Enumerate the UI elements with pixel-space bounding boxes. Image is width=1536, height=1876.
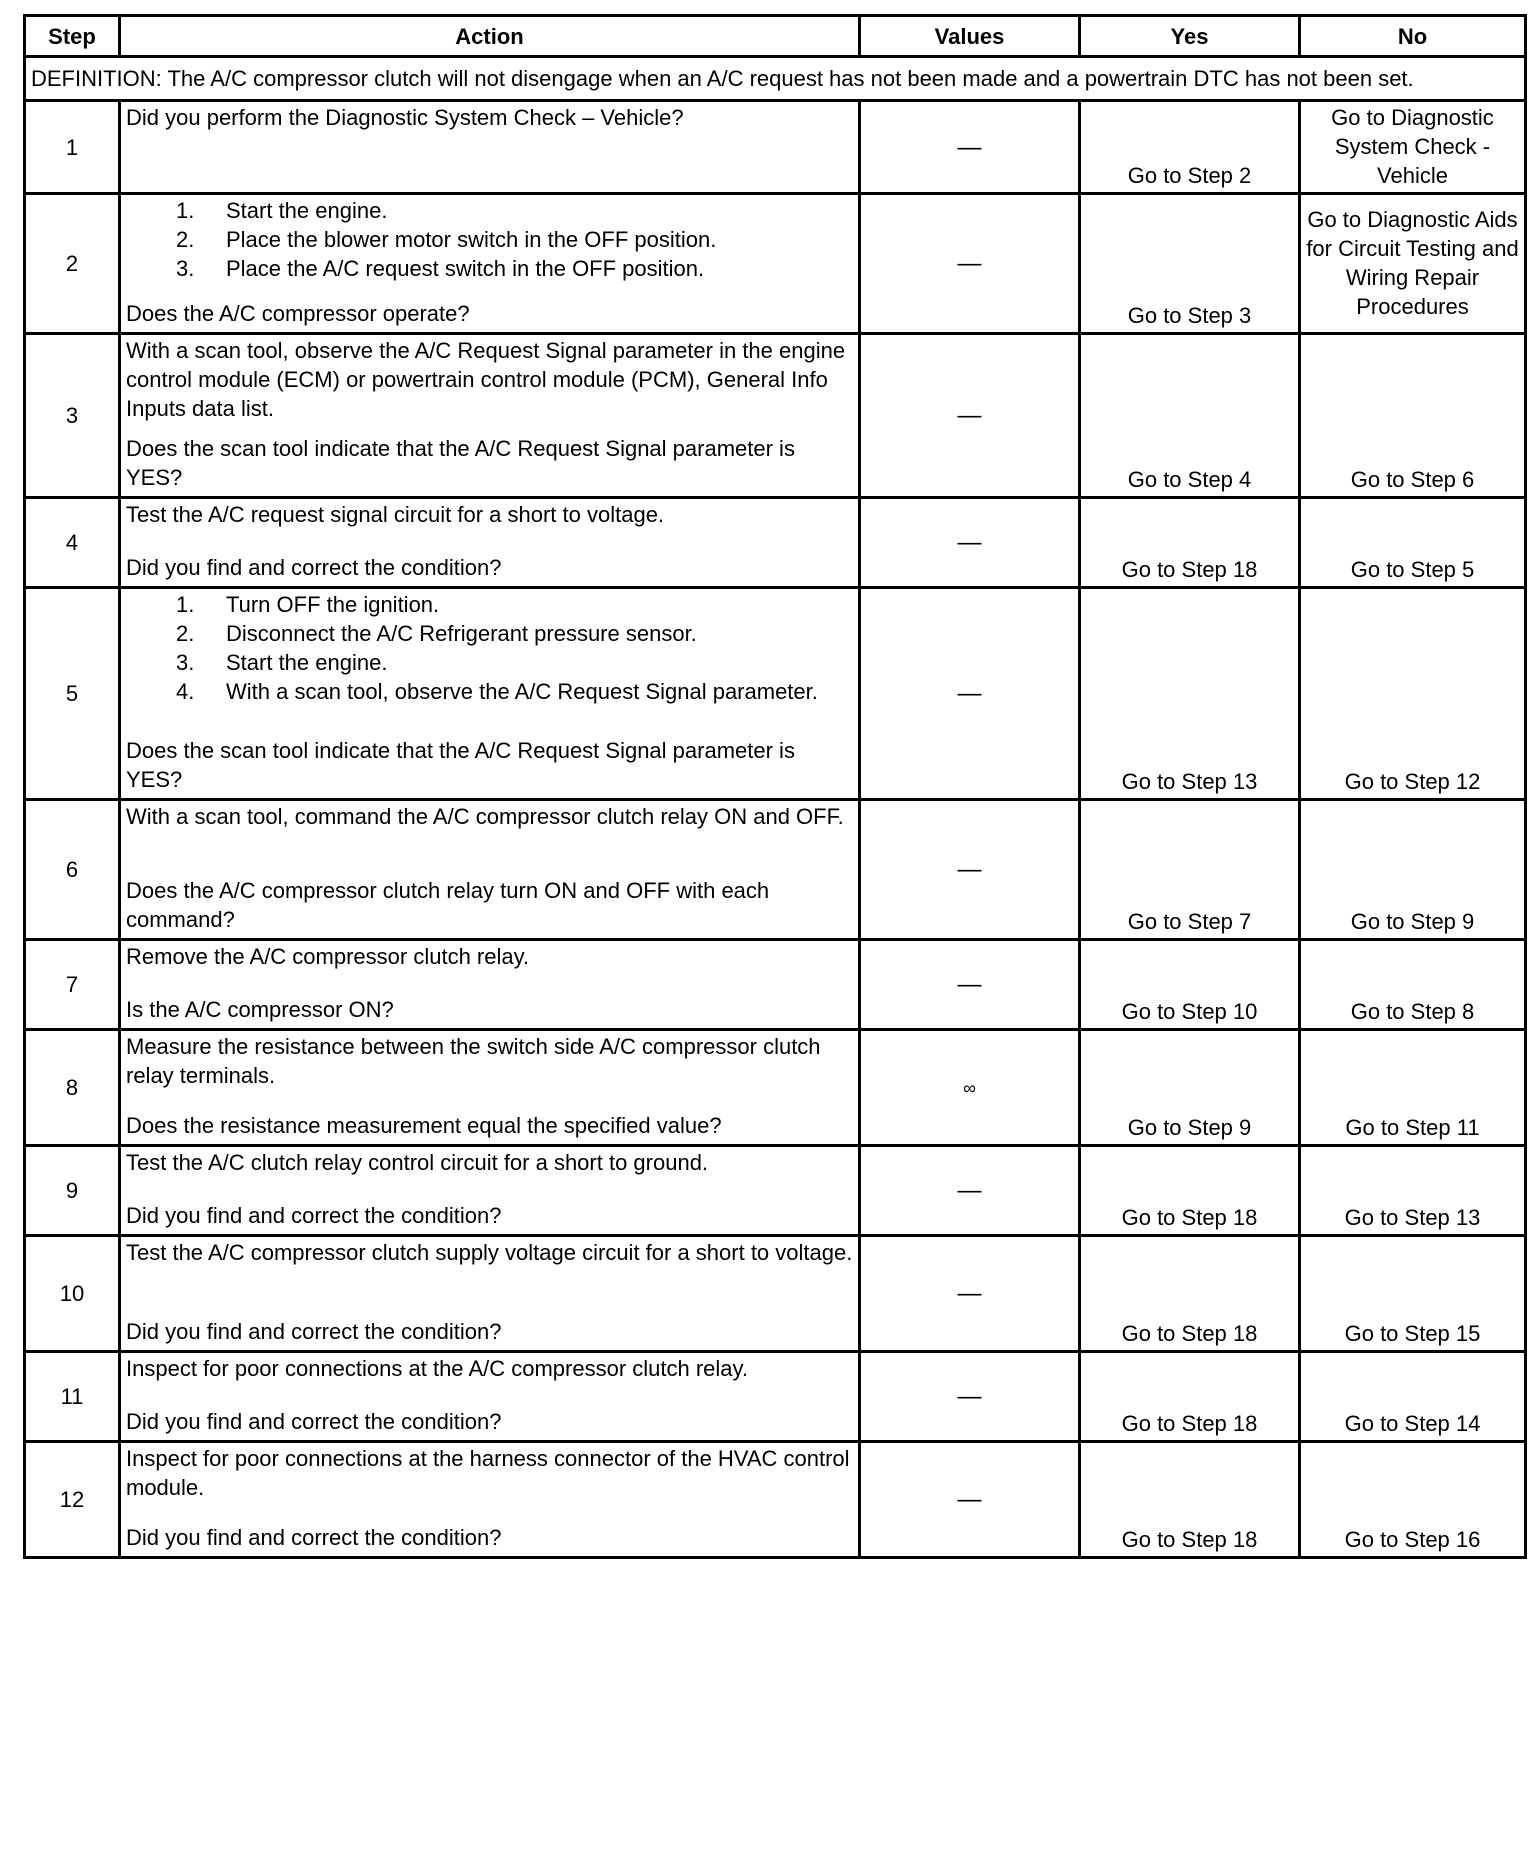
action-question: Does the A/C compressor operate? (126, 301, 470, 326)
table-row (25, 1352, 1526, 1442)
table-row (25, 334, 1526, 498)
action-text: Test the A/C compressor clutch supply voltage circuit for a short to voltage. (126, 1240, 853, 1265)
header-step: Step (25, 16, 120, 57)
yes-action: Go to Step 18 (1080, 1442, 1300, 1558)
step-number: 5 (25, 588, 120, 800)
specified-value: — (957, 250, 982, 277)
no-action: Go to Step 15 (1300, 1236, 1526, 1352)
action-step-item: Place the blower motor switch in the OFF position. (226, 227, 717, 252)
yes-action: Go to Step 18 (1080, 1352, 1300, 1442)
action-cell (120, 1146, 860, 1236)
action-cell (120, 498, 860, 588)
action-question: Is the A/C compressor ON? (126, 997, 394, 1022)
no-action: Go to Diagnostic Aids for Circuit Testing and Wiring Repair Procedures (1300, 194, 1526, 334)
action-steps-list (126, 590, 853, 706)
specified-value: — (957, 1280, 982, 1307)
header-no: No (1300, 16, 1526, 57)
action-question: Does the scan tool indicate that the A/C Request Signal parameter is YES? (126, 738, 795, 792)
action-question: Does the scan tool indicate that the A/C Request Signal parameter is YES? (126, 436, 795, 490)
value-cell (860, 800, 1080, 940)
action-cell (120, 1352, 860, 1442)
no-action: Go to Step 14 (1300, 1352, 1526, 1442)
value-cell (860, 1030, 1080, 1146)
action-question: Did you find and correct the condition? (126, 1409, 502, 1434)
value-cell (860, 1146, 1080, 1236)
value-cell (860, 101, 1080, 194)
action-text: Test the A/C clutch relay control circuit for a short to ground. (126, 1150, 709, 1175)
action-cell (120, 334, 860, 498)
step-number: 6 (25, 800, 120, 940)
value-cell (860, 1352, 1080, 1442)
specified-value: — (957, 856, 982, 883)
action-step-item: Start the engine. (226, 650, 388, 675)
value-cell (860, 1442, 1080, 1558)
table-row (25, 800, 1526, 940)
action-step-item: Turn OFF the ignition. (226, 592, 440, 617)
specified-value: ∞ (963, 1078, 976, 1098)
action-question: Did you find and correct the condition? (126, 1525, 502, 1550)
table-row (25, 1236, 1526, 1352)
table-row (25, 588, 1526, 800)
yes-action: Go to Step 2 (1080, 101, 1300, 194)
action-text: With a scan tool, observe the A/C Request Signal parameter in the engine control module (ECM) or powertrain control module (PCM), General Info Inputs data list. (126, 338, 846, 421)
yes-action: Go to Step 18 (1080, 1236, 1300, 1352)
value-cell (860, 194, 1080, 334)
yes-action: Go to Step 18 (1080, 1146, 1300, 1236)
action-text: With a scan tool, command the A/C compressor clutch relay ON and OFF. (126, 804, 844, 829)
action-question: Did you find and correct the condition? (126, 1319, 502, 1344)
table-row (25, 194, 1526, 334)
value-cell (860, 498, 1080, 588)
table-row (25, 1146, 1526, 1236)
no-action: Go to Step 11 (1300, 1030, 1526, 1146)
action-text: Inspect for poor connections at the harness connector of the HVAC control module. (126, 1446, 850, 1500)
action-text: Did you perform the Diagnostic System Check – Vehicle? (126, 105, 684, 130)
diagnostic-table (23, 14, 1527, 1559)
action-cell (120, 800, 860, 940)
action-cell (120, 101, 860, 194)
table-row (25, 1030, 1526, 1146)
specified-value: — (957, 133, 982, 161)
step-number: 7 (25, 940, 120, 1030)
step-number: 4 (25, 498, 120, 588)
action-text: Measure the resistance between the switch side A/C compressor clutch relay terminals. (126, 1034, 821, 1088)
action-steps-list (126, 196, 853, 283)
step-number: 12 (25, 1442, 120, 1558)
action-step-item: With a scan tool, observe the A/C Request Signal parameter. (226, 679, 818, 704)
no-action: Go to Step 8 (1300, 940, 1526, 1030)
step-number: 3 (25, 334, 120, 498)
action-question: Does the resistance measurement equal the specified value? (126, 1113, 722, 1138)
yes-action: Go to Step 3 (1080, 194, 1300, 334)
no-action: Go to Diagnostic System Check - Vehicle (1300, 101, 1526, 194)
no-action: Go to Step 5 (1300, 498, 1526, 588)
header-yes: Yes (1080, 16, 1300, 57)
yes-action: Go to Step 18 (1080, 498, 1300, 588)
specified-value: — (957, 680, 982, 707)
no-action: Go to Step 16 (1300, 1442, 1526, 1558)
step-number: 10 (25, 1236, 120, 1352)
action-step-item: Disconnect the A/C Refrigerant pressure sensor. (226, 621, 697, 646)
action-cell (120, 194, 860, 334)
step-number: 1 (25, 101, 120, 194)
table-row (25, 1442, 1526, 1558)
no-action: Go to Step 9 (1300, 800, 1526, 940)
definition-row (25, 57, 1526, 101)
specified-value: — (957, 971, 982, 998)
specified-value: — (957, 529, 982, 556)
no-action: Go to Step 6 (1300, 334, 1526, 498)
step-number: 8 (25, 1030, 120, 1146)
action-cell (120, 1442, 860, 1558)
header-action: Action (120, 16, 860, 57)
action-step-item: Start the engine. (226, 198, 388, 223)
value-cell (860, 1236, 1080, 1352)
action-step-item: Place the A/C request switch in the OFF position. (226, 256, 705, 281)
no-action: Go to Step 13 (1300, 1146, 1526, 1236)
action-text: Inspect for poor connections at the A/C compressor clutch relay. (126, 1356, 749, 1381)
yes-action: Go to Step 10 (1080, 940, 1300, 1030)
no-action: Go to Step 12 (1300, 588, 1526, 800)
specified-value: — (957, 1383, 982, 1410)
step-number: 11 (25, 1352, 120, 1442)
table-row (25, 101, 1526, 194)
specified-value: — (957, 1486, 982, 1513)
action-text: Test the A/C request signal circuit for a short to voltage. (126, 502, 665, 527)
action-cell (120, 1030, 860, 1146)
header-values: Values (860, 16, 1080, 57)
yes-action: Go to Step 9 (1080, 1030, 1300, 1146)
action-question: Did you find and correct the condition? (126, 1203, 502, 1228)
action-cell (120, 1236, 860, 1352)
step-number: 9 (25, 1146, 120, 1236)
value-cell (860, 588, 1080, 800)
action-cell (120, 940, 860, 1030)
yes-action: Go to Step 13 (1080, 588, 1300, 800)
definition-text: DEFINITION: The A/C compressor clutch will not disengage when an A/C request has not been made and a powertrain DTC has not been set. (25, 57, 1526, 101)
table-row (25, 498, 1526, 588)
header-row (25, 16, 1526, 57)
table-row (25, 940, 1526, 1030)
specified-value: — (957, 1177, 982, 1204)
value-cell (860, 334, 1080, 498)
action-cell (120, 588, 860, 800)
value-cell (860, 940, 1080, 1030)
action-question: Did you find and correct the condition? (126, 555, 502, 580)
action-text: Remove the A/C compressor clutch relay. (126, 944, 530, 969)
yes-action: Go to Step 4 (1080, 334, 1300, 498)
step-number: 2 (25, 194, 120, 334)
action-question: Does the A/C compressor clutch relay turn ON and OFF with each command? (126, 878, 770, 932)
specified-value: — (957, 402, 982, 429)
yes-action: Go to Step 7 (1080, 800, 1300, 940)
